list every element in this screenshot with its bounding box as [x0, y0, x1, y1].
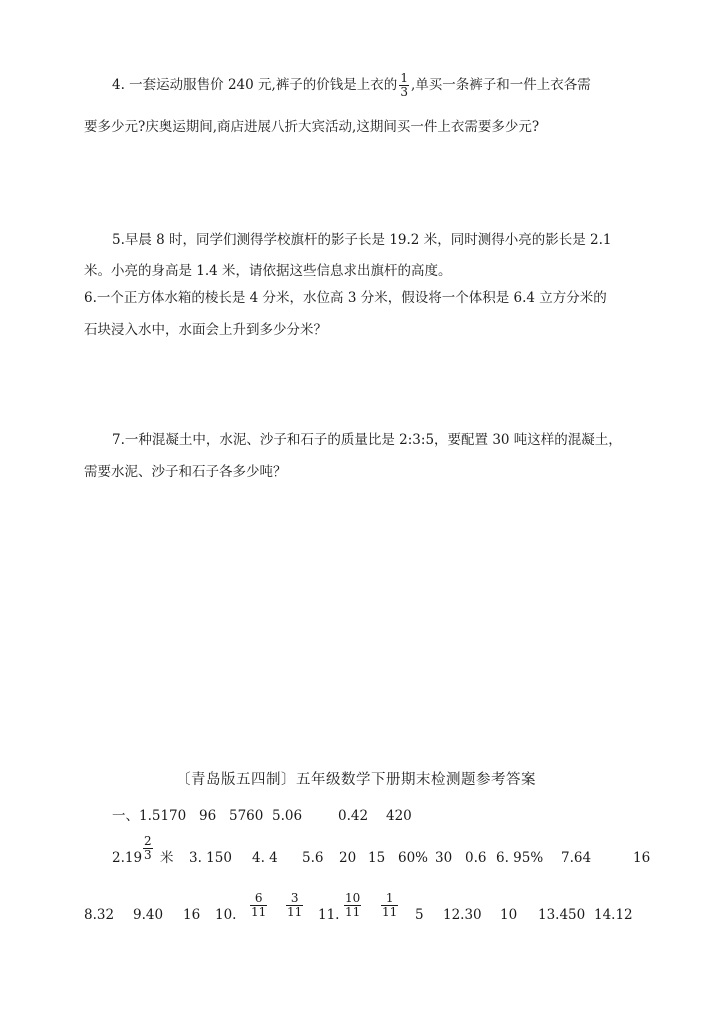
- question-5-line-2: 米。小亮的身高是 1.4 米，请依据这些信息求出旗杆的高度。: [84, 263, 452, 279]
- answer-value: 13.450: [538, 907, 586, 923]
- answers-title: 〔青岛版五四制〕五年级数学下册期末检测题参考答案: [176, 772, 536, 788]
- answer-value: 9.40: [133, 907, 164, 923]
- answer-value: 3. 150: [189, 850, 232, 866]
- fraction-numerator: 2: [144, 834, 152, 848]
- answer-value: 30: [435, 850, 453, 866]
- answer-value: 5.06: [272, 808, 303, 824]
- answer-value: 14.12: [594, 907, 633, 923]
- question-6-line-1: 6.一个正方体水箱的棱长是 4 分米，水位高 3 分米，假设将一个体积是 6.4 立方分米的: [84, 290, 607, 306]
- fraction-one-third: [399, 72, 409, 99]
- fraction-denominator: 3: [400, 85, 408, 99]
- answer-11-fraction-b: [381, 892, 398, 919]
- fraction-numerator: 1: [385, 891, 394, 905]
- fraction-numerator: 10: [345, 891, 361, 905]
- fraction-denominator: 11: [287, 905, 303, 919]
- question-6-line-2: 石块浸入水中，水面会上升到多少分米？: [84, 322, 327, 338]
- answer-value: 5760: [229, 808, 264, 824]
- answer-value: 10: [500, 907, 518, 923]
- answer-2-fraction: [143, 835, 153, 862]
- answer-value: 60%: [398, 850, 429, 866]
- fraction-numerator: 1: [400, 71, 408, 85]
- answer-11-label: 11.: [318, 907, 340, 923]
- answer-value: 10.: [215, 907, 237, 923]
- fraction-denominator: 11: [251, 905, 267, 919]
- answer-2-unit: 米: [160, 850, 174, 866]
- answer-value: 6. 95%: [496, 850, 544, 866]
- answer-2-prefix: 2.19: [112, 850, 143, 866]
- answer-value: 16: [633, 850, 651, 866]
- answer-value: 0.42: [338, 808, 369, 824]
- answer-value: 8.32: [84, 907, 115, 923]
- answer-value: 4. 4: [252, 850, 278, 866]
- question-4-line-2: 要多少元?庆奥运期间,商店进展八折大宾活动,这期间买一件上衣需要多少元?: [84, 119, 540, 135]
- question-7-line-1: 7.一种混凝土中，水泥、沙子和石子的质量比是 2:3:5，要配置 30 吨这样的混凝土，: [112, 432, 622, 448]
- answer-value: 5.6: [302, 850, 324, 866]
- fraction-denominator: 3: [144, 848, 152, 862]
- answer-value: 96: [199, 808, 217, 824]
- answer-11-fraction-a: [344, 892, 361, 919]
- fraction-denominator: 11: [345, 905, 361, 919]
- answer-value: 420: [386, 808, 412, 824]
- question-4-text-b: ,单买一条裤子和一件上衣各需: [410, 77, 591, 93]
- question-4-line-1: [112, 72, 591, 99]
- answer-value: 20: [339, 850, 357, 866]
- answer-value: 一、1.5170: [112, 808, 187, 824]
- answer-value: 0.6: [465, 850, 487, 866]
- answer-10-fraction-a: [250, 892, 267, 919]
- question-4-text-a: 4. 一套运动服售价 240 元,裤子的价钱是上衣的: [112, 77, 398, 93]
- question-5-line-1: 5.早晨 8 时，同学们测得学校旗杆的影子长是 19.2 米，同时测得小亮的影长是 2.1: [112, 232, 612, 248]
- answer-value: 5: [415, 907, 424, 923]
- answer-value: 12.30: [443, 907, 482, 923]
- fraction-numerator: 6: [254, 891, 263, 905]
- fraction-numerator: 3: [290, 891, 299, 905]
- answer-value: 15: [368, 850, 386, 866]
- answer-value: 7.64: [561, 850, 592, 866]
- answer-10-fraction-b: [286, 892, 303, 919]
- question-7-line-2: 需要水泥、沙子和石子各多少吨？: [84, 464, 287, 480]
- answer-value: 16: [183, 907, 201, 923]
- fraction-denominator: 11: [382, 905, 398, 919]
